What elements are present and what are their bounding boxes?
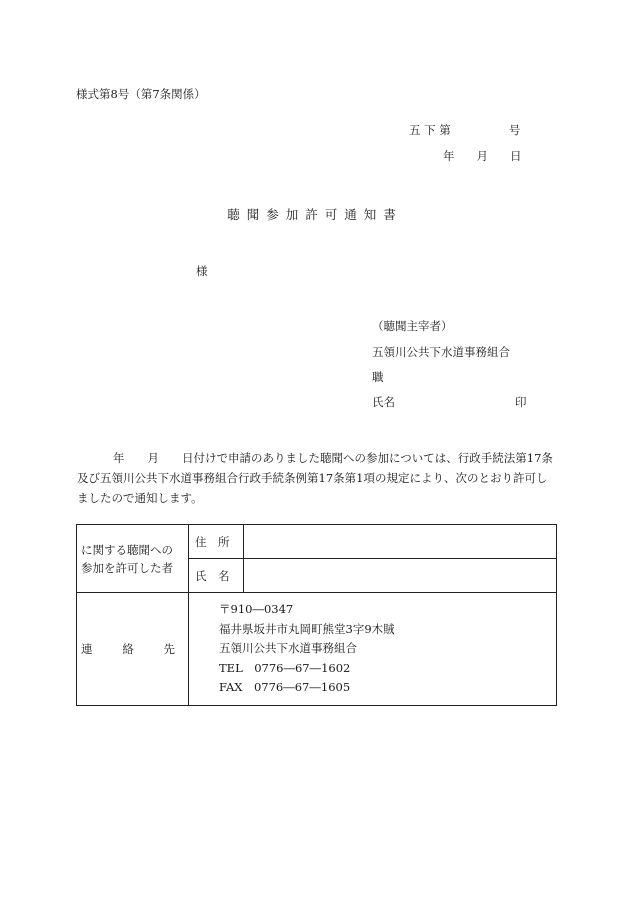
contact-postal-code: 〒910―0347 [219, 602, 294, 617]
date-year-label: 年 [443, 149, 455, 163]
name-label: 氏 名 [195, 568, 230, 583]
issue-date [443, 148, 522, 164]
sender-role-label: （聴聞主宰者） [372, 319, 453, 333]
form-number: 様式第8号（第7条関係） [76, 87, 206, 101]
participant-label-line2: 参加を許可した者 [81, 560, 173, 575]
sender-organization: 五領川公共下水道事務組合 [372, 345, 510, 359]
contact-details-cell [189, 593, 557, 706]
sender-name-label: 氏名 [372, 395, 395, 409]
participant-label-cell [77, 525, 189, 593]
contact-tel: TEL 0776―67―1602 [219, 660, 351, 675]
date-month-label: 月 [476, 149, 488, 163]
addressee-suffix: 様 [196, 264, 208, 278]
name-label-cell [189, 559, 244, 593]
contact-fax: FAX 0776―67―1605 [219, 680, 351, 695]
sender-post-label: 職 [372, 370, 384, 384]
name-value-cell [244, 559, 557, 593]
address-value-cell [244, 525, 557, 559]
document-number-suffix: 号 [508, 123, 521, 137]
address-label: 住 所 [195, 534, 230, 549]
participant-label-line1: に関する聴聞への [81, 542, 173, 557]
contact-address: 福井県坂井市丸岡町熊堂3字9木賊 [219, 621, 395, 636]
date-day-label: 日 [510, 149, 522, 163]
table-row [77, 525, 557, 559]
contact-label-cell [77, 593, 189, 706]
notice-body-text: 年 月 日付けで申請のありました聴聞への参加については、行政手続法第17条及び五領川公共下水道事務組合行政手続条例第17条第1項の規定により、次のとおり許可しましたので通知します。 [77, 451, 553, 505]
participant-info-table [76, 524, 557, 706]
document-number-prefix: 五 下 第 [409, 123, 451, 137]
table-row [77, 593, 557, 706]
document-title: 聴聞参加許可通知書 [227, 207, 403, 222]
address-label-cell [189, 525, 244, 559]
contact-label: 連絡先 [81, 642, 175, 656]
document-number [409, 122, 520, 138]
contact-organization: 五領川公共下水道事務組合 [219, 641, 357, 656]
seal-mark: 印 [515, 395, 527, 409]
